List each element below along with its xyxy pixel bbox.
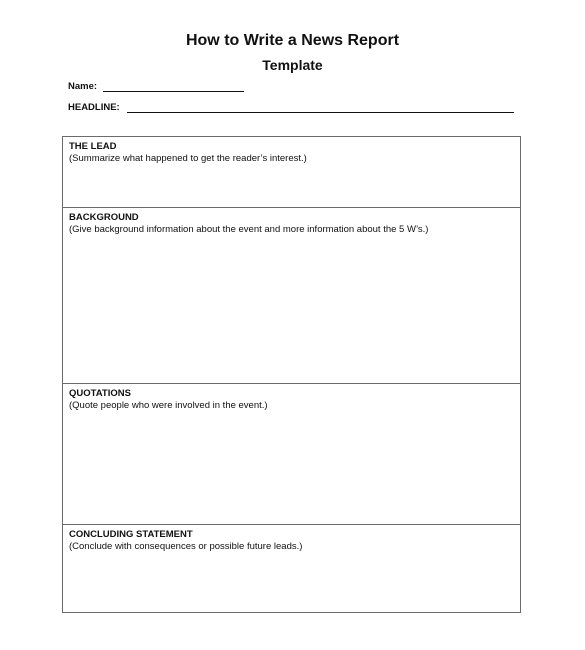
section-the-lead[interactable] xyxy=(63,137,520,208)
section-description: (Summarize what happened to get the reader’s interest.) xyxy=(69,153,307,164)
section-heading: THE LEAD xyxy=(69,141,117,152)
section-background[interactable] xyxy=(63,208,520,384)
name-field[interactable] xyxy=(103,91,244,92)
section-heading: QUOTATIONS xyxy=(69,388,131,399)
section-description: (Give background information about the event and more information about the 5 W’s.) xyxy=(69,224,429,235)
section-heading: BACKGROUND xyxy=(69,212,139,223)
document-subtitle: Template xyxy=(262,57,323,73)
section-heading: CONCLUDING STATEMENT xyxy=(69,529,193,540)
report-sections-table xyxy=(62,136,521,613)
document-title: How to Write a News Report xyxy=(185,32,400,49)
section-description: (Quote people who were involved in the event.) xyxy=(69,400,268,411)
section-quotations[interactable] xyxy=(63,384,520,525)
headline-label: HEADLINE: xyxy=(68,102,120,113)
section-concluding-statement[interactable] xyxy=(63,525,520,612)
headline-field[interactable] xyxy=(127,112,514,113)
section-description: (Conclude with consequences or possible future leads.) xyxy=(69,541,303,552)
name-label: Name: xyxy=(68,81,98,92)
